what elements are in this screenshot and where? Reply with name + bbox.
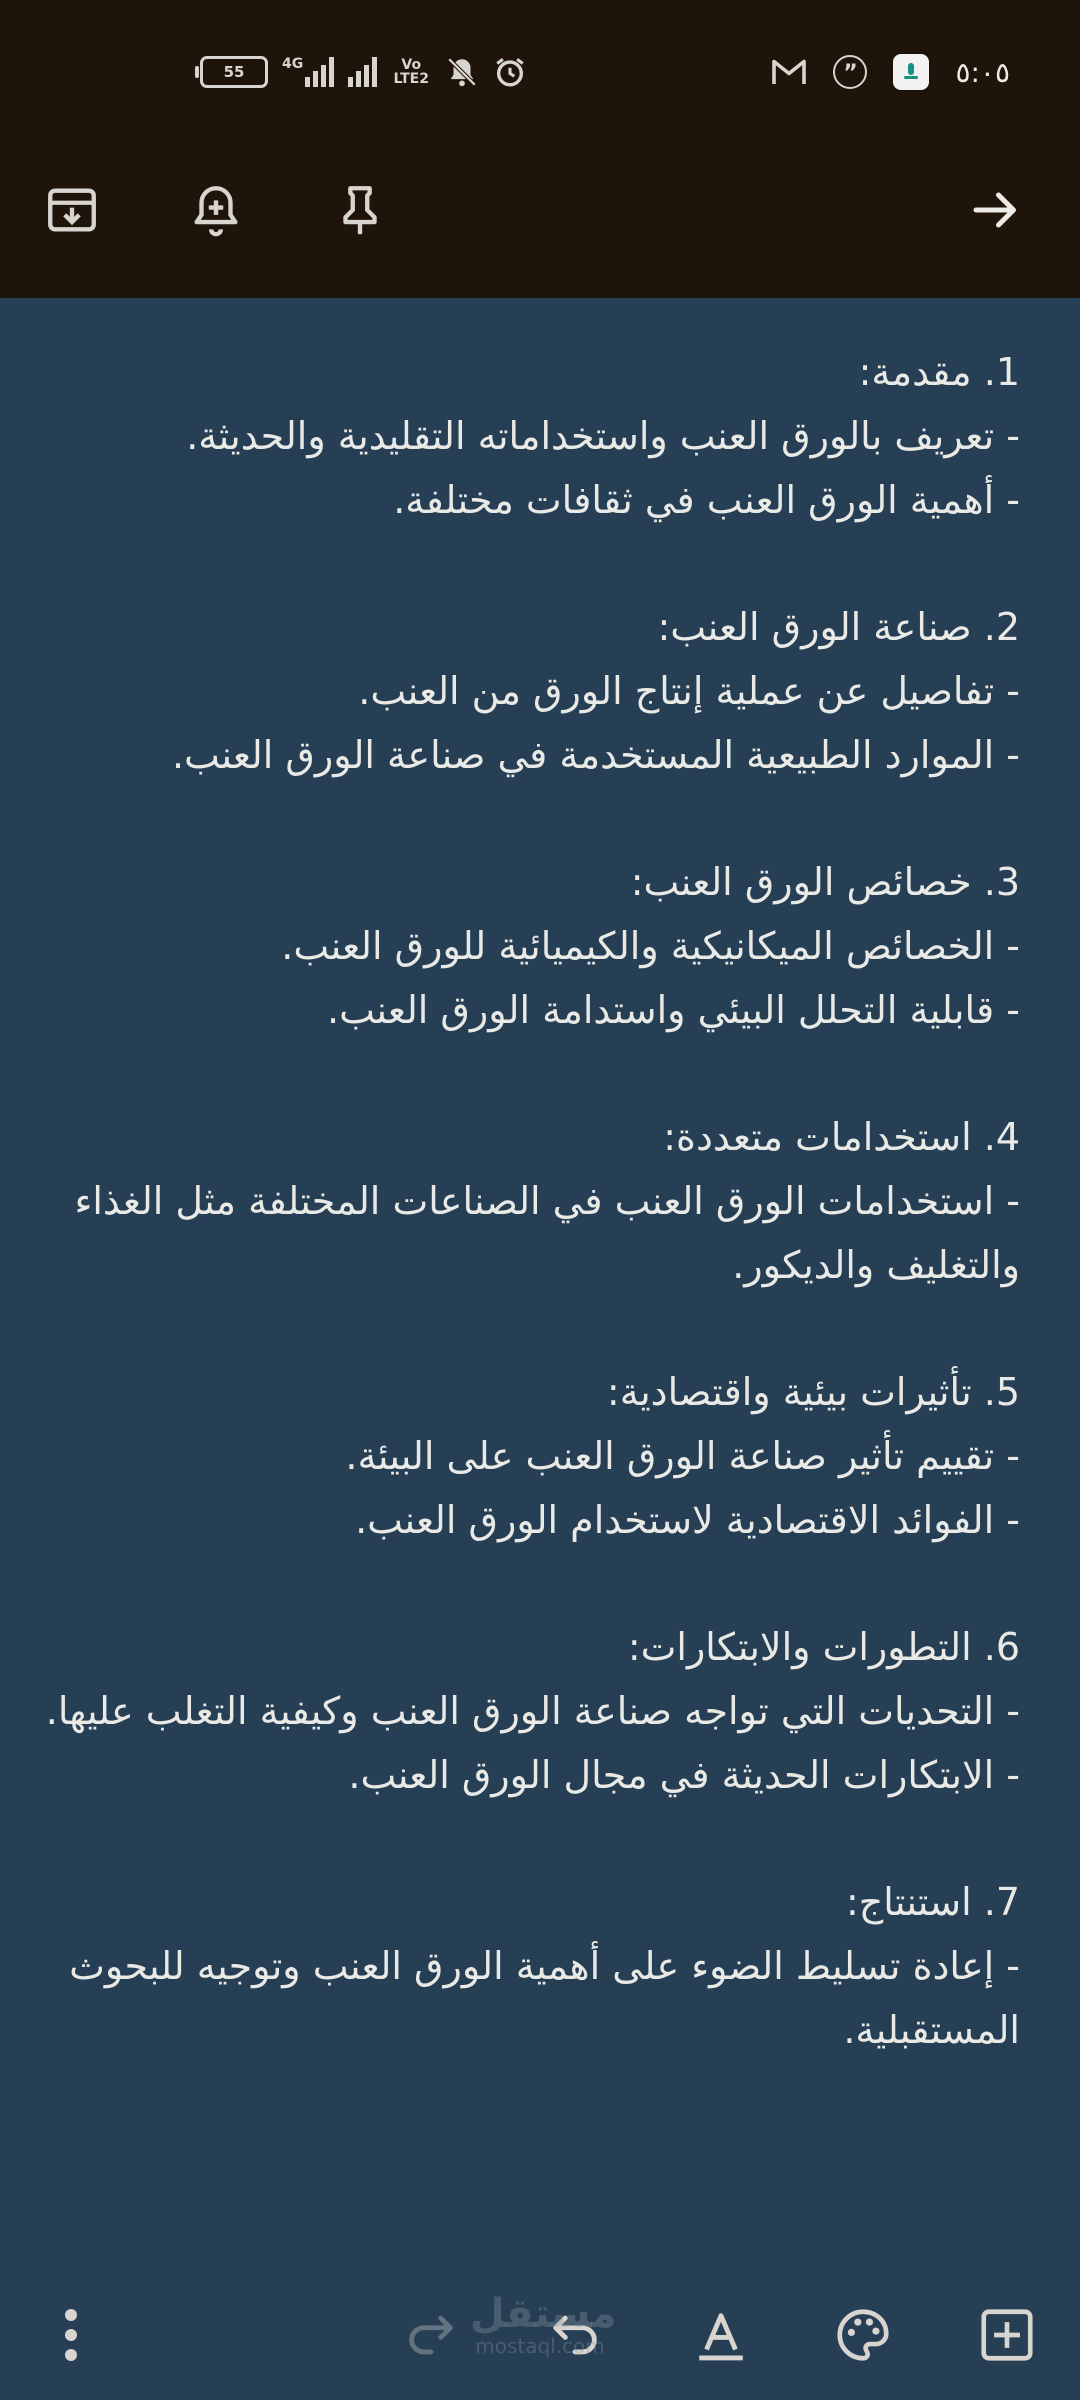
note-body[interactable] xyxy=(40,340,1020,2062)
note-section xyxy=(40,1870,1020,2062)
alarm-icon xyxy=(493,55,527,89)
section-title: 6. التطورات والابتكارات: xyxy=(627,1625,1020,1669)
note-toolbar xyxy=(0,140,1080,298)
battery-icon xyxy=(200,56,268,88)
add-box-icon xyxy=(976,2304,1038,2366)
text-format-icon xyxy=(692,2306,750,2364)
note-section xyxy=(40,1105,1020,1297)
archive-icon xyxy=(43,181,101,239)
note-section xyxy=(40,340,1020,532)
palette-icon xyxy=(832,2304,894,2366)
reminder-button[interactable] xyxy=(176,170,256,250)
more-options-button[interactable] xyxy=(34,2298,108,2372)
note-section xyxy=(40,1615,1020,1807)
watermark-url: mostaql.com xyxy=(475,2334,605,2358)
network-type: 4G xyxy=(282,56,304,72)
status-time: ٥:٠٥ xyxy=(955,55,1010,89)
watermark-logo xyxy=(470,2291,617,2358)
section-item: - الفوائد الاقتصادية لاستخدام الورق العنب. xyxy=(355,1498,1020,1542)
section-item: - قابلية التحلل البيئي واستدامة الورق العنب. xyxy=(327,988,1020,1032)
section-item: - الموارد الطبيعية المستخدمة في صناعة الورق العنب. xyxy=(171,733,1020,777)
text-format-button[interactable] xyxy=(684,2298,758,2372)
section-item: - الخصائص الميكانيكية والكيميائية للورق العنب. xyxy=(281,924,1020,968)
status-right-group xyxy=(771,50,1010,94)
section-item: - تعريف بالورق العنب واستخداماته التقليدية والحديثة. xyxy=(186,414,1020,458)
section-title: 1. مقدمة: xyxy=(858,350,1020,394)
section-title: 2. صناعة الورق العنب: xyxy=(657,605,1020,649)
volte-label: Vo LTE2 xyxy=(393,57,429,87)
section-title: 3. خصائص الورق العنب: xyxy=(630,860,1020,904)
section-item: - إعادة تسليط الضوء على أهمية الورق العنب وتوجيه للبحوث المستقبلية. xyxy=(69,1944,1020,2052)
arrow-right-icon xyxy=(966,180,1026,240)
section-item: - أهمية الورق العنب في ثقافات مختلفة. xyxy=(393,478,1020,522)
watermark-text: مستقل xyxy=(470,2291,617,2337)
note-section xyxy=(40,595,1020,787)
palette-button[interactable] xyxy=(826,2298,900,2372)
archive-button[interactable] xyxy=(32,170,112,250)
pin-icon xyxy=(331,181,389,239)
back-button[interactable] xyxy=(956,170,1036,250)
signal-bars-2-icon xyxy=(348,57,377,87)
section-title: 5. تأثيرات بيئية واقتصادية: xyxy=(606,1370,1020,1414)
note-section xyxy=(40,850,1020,1042)
status-left-group xyxy=(200,52,527,92)
bell-muted-icon xyxy=(445,55,479,89)
section-item: - تفاصيل عن عملية إنتاج الورق من العنب. xyxy=(358,669,1020,713)
app-notification-icon xyxy=(893,54,929,90)
section-item: - استخدامات الورق العنب في الصناعات المختلفة مثل الغذاء والتغليف والديكور. xyxy=(74,1179,1020,1287)
gmail-icon xyxy=(771,57,807,87)
pin-button[interactable] xyxy=(320,170,400,250)
redo-icon xyxy=(402,2306,460,2364)
bell-plus-icon xyxy=(187,181,245,239)
note-section xyxy=(40,1360,1020,1552)
signal-bars-icon xyxy=(305,57,334,87)
more-vert-icon xyxy=(51,2305,91,2365)
section-item: - الابتكارات الحديثة في مجال الورق العنب. xyxy=(348,1753,1020,1797)
signal-4g xyxy=(282,57,334,87)
section-item: - تقييم تأثير صناعة الورق العنب على البيئة. xyxy=(345,1434,1020,1478)
redo-button[interactable] xyxy=(394,2298,468,2372)
section-title: 4. استخدامات متعددة: xyxy=(663,1115,1020,1159)
status-bar xyxy=(0,0,1080,140)
add-content-button[interactable] xyxy=(970,2298,1044,2372)
section-title: 7. استنتاج: xyxy=(845,1880,1020,1924)
battery-level: 55 xyxy=(223,63,245,81)
quote-icon: ” xyxy=(833,55,867,89)
section-item: - التحديات التي تواجه صناعة الورق العنب وكيفية التغلب عليها. xyxy=(45,1689,1020,1733)
